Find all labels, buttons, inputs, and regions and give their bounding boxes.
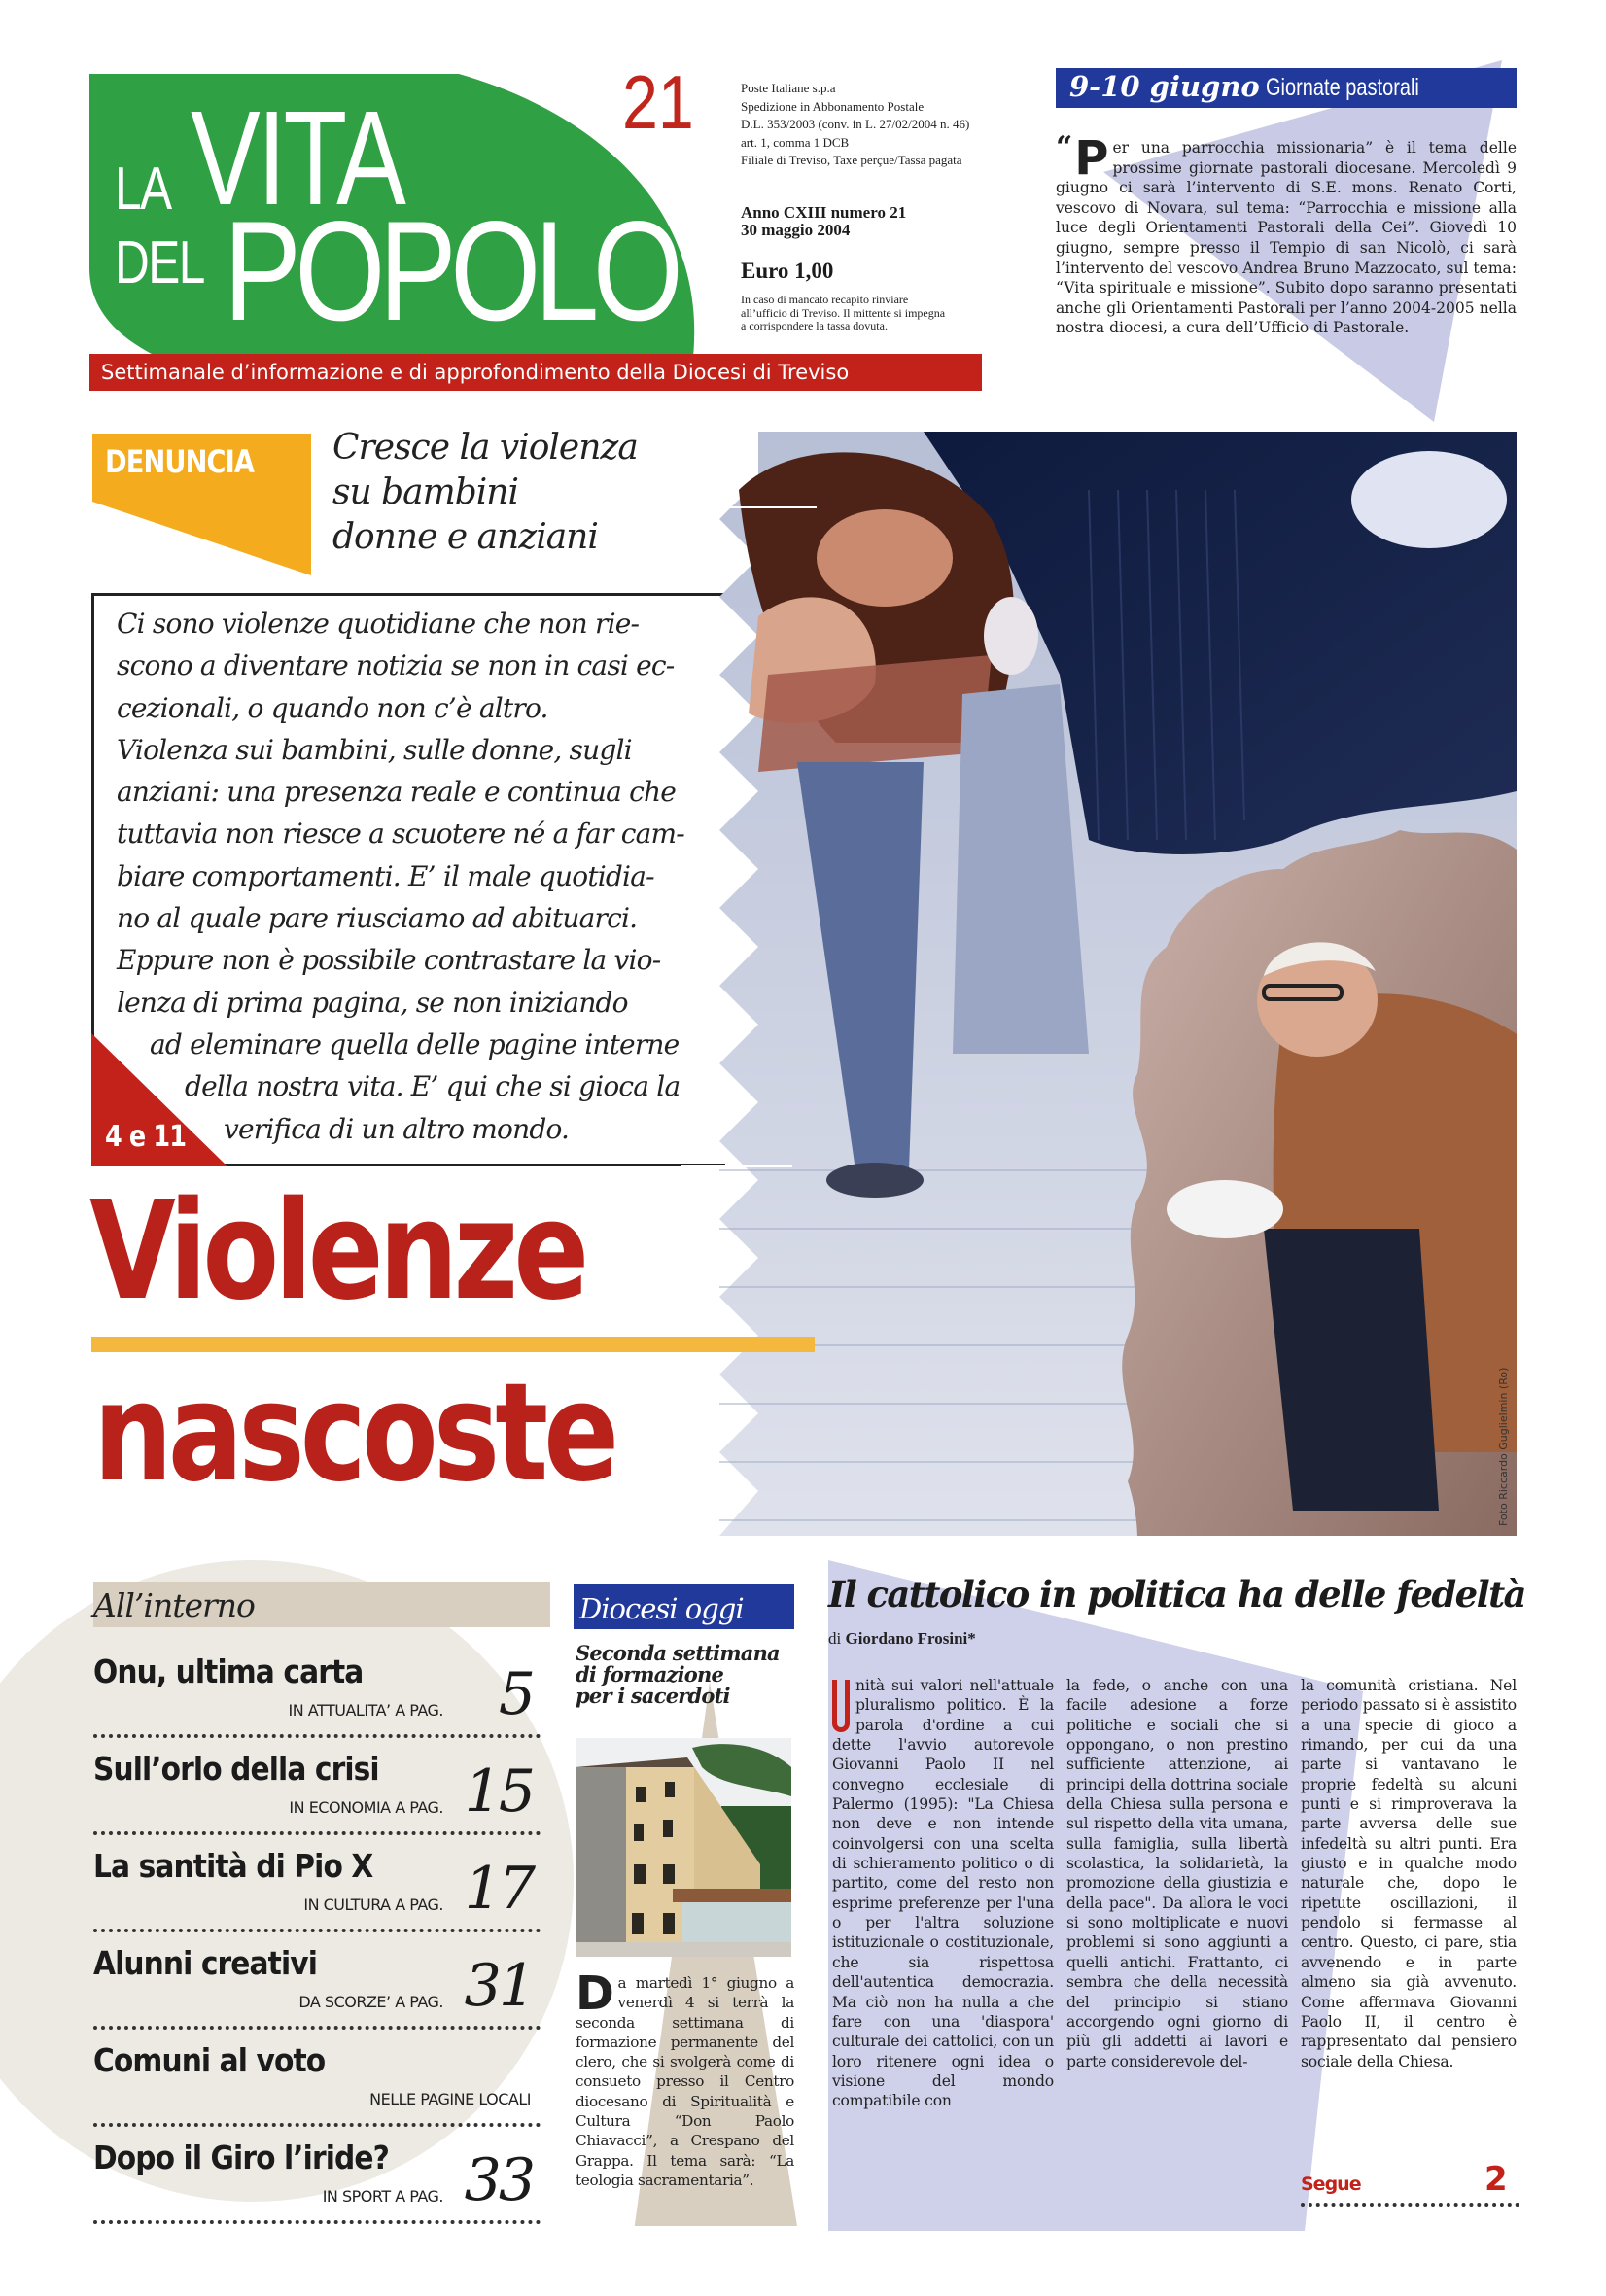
toc-title: Dopo il Giro l’iride?: [93, 2139, 389, 2176]
toc-title: Sull’orlo della crisi: [93, 1750, 379, 1788]
toc-item[interactable]: [93, 1652, 541, 1750]
toc-divider: [93, 2026, 541, 2030]
byline-prefix: di: [828, 1629, 842, 1648]
editorial-line: della nostra vita. E’ qui che si gioca la: [185, 1070, 681, 1103]
diocese-text: a martedì 1° giugno a venerdì 4 si terrà la seconda settimana di formazione permanente del clero, che si svolgerà come di consueto presso il Centro diocesano di Spiritualità e Cultura “Don Paolo Chiavacci”, a Crespano del Grappa. Il tema sarà: “La teologia sacramentaria”.: [576, 1974, 794, 2189]
editorial-line: lenza di prima pagina, se non iniziando: [117, 986, 628, 1019]
toc-item[interactable]: [93, 1750, 541, 1847]
continue-label[interactable]: Segue: [1301, 2174, 1361, 2195]
toc-section: DA SCORZE’ A PAG.: [298, 1993, 443, 2011]
issue-info: [741, 204, 1042, 239]
logo-popolo: POPOLO: [224, 191, 678, 350]
postal-line: Spedizione in Abbonamento Postale: [741, 98, 925, 114]
headline-underline: [91, 1337, 815, 1352]
toc-title: Onu, ultima carta: [93, 1652, 364, 1690]
diocese-header: Diocesi oggi: [574, 1584, 794, 1629]
photo-hand: [1351, 451, 1507, 548]
toc-page-number: 33: [464, 2146, 533, 2214]
logo-del: DEL: [115, 229, 204, 296]
dropcap-u-icon: [832, 1680, 850, 1732]
photo-old-man-trousers: [1264, 1229, 1439, 1511]
toc-divider: [93, 1831, 541, 1835]
article-text: la comunità cristiana. Nel periodo passato si è assistito a una specie di gioco a rimando, per cui da una parte si vantavano le proprie fedeltà su alcuni punti e si rimproverava la parte avversa delle sue infedeltà su altri punti. Era giusto e in qualche modo naturale che, dopo le ripetute oscillazioni, il pendolo si fermasse al centro. Questo, ci pare, stia avvenendo e in parte almeno sia già avvenuto. Come affermava Giovanni Paolo II, il centro è rappresentato dal pensiero sociale della Chiesa.: [1301, 1677, 1517, 2070]
diocese-dropcap: D: [576, 1966, 614, 2021]
editorial-line: scono a diventare notizia se non in casi ec-: [117, 649, 675, 682]
article-byline: [828, 1629, 976, 1649]
tagline-banner: Settimanale d’informazione e di approfondimento della Diocesi di Treviso: [89, 354, 982, 391]
toc-section: IN ECONOMIA A PAG.: [289, 1798, 443, 1817]
editorial-text: [117, 603, 684, 1150]
editorial-line: anziani: una presenza reale e continua che: [117, 776, 676, 809]
toc-divider: [93, 1929, 541, 1932]
return-note-line: all’ufficio di Treviso. Il mittente si impegna: [741, 305, 946, 320]
pastoral-dropcap: P: [1074, 131, 1109, 186]
denuncia-title-line: Cresce la violenza: [332, 428, 638, 468]
diocese-subtitle-line: di formazione: [576, 1662, 724, 1687]
toc-title: Comuni al voto: [93, 2041, 326, 2079]
toc-section: IN ATTUALITA’ A PAG.: [288, 1701, 443, 1720]
denuncia-title-line: su bambini: [332, 472, 519, 512]
photo-child-face: [984, 597, 1038, 675]
issue-number: 21: [622, 59, 694, 145]
toc-item[interactable]: [93, 1944, 541, 2041]
main-headline-line-1[interactable]: Violenze: [89, 1172, 585, 1331]
photo-woman-hands: [817, 509, 953, 607]
denuncia-label: DENUNCIA: [105, 443, 255, 480]
return-note-line: In caso di mancato recapito rinviare: [741, 293, 909, 306]
inside-title: All’interno: [93, 1586, 255, 1624]
diocese-building-photo[interactable]: [576, 1738, 791, 1957]
article-title[interactable]: Il cattolico in politica ha delle fedeltà: [828, 1573, 1525, 1616]
toc-item[interactable]: [93, 1847, 541, 1944]
article-column-2: [1066, 1676, 1288, 2071]
article-column-1: [832, 1676, 1054, 2111]
editorial-line: Eppure non è possibile contrastare la vio-: [117, 944, 661, 977]
editorial-line: tuttavia non riesce a scuotere né a far cam-: [117, 818, 684, 851]
toc-title: Alunni creativi: [93, 1944, 317, 1982]
pastoral-header: [1056, 68, 1517, 108]
article-author: Giordano Frosini*: [845, 1629, 976, 1648]
article-text: nità sui valori nell'attuale pluralismo politico. È la parola d'ordine a cui dette l'avvio autorevole Giovanni Paolo II nel convegno ecclesiale di Palermo (1995): "La Chiesa non deve e non intende coinvolgersi con una scelta di schieramento politico o di partito, come del resto non esprime preferenze per l'una o per l'altra soluzione istituzionale o costituzionale, che sia rispettosa dell'autentica democrazia. Ma ciò non ha nulla a che fare con una 'diaspora' culturale dei cattolici, con un loro ritenere ogni idea o visione del mondo compatibile con: [832, 1677, 1054, 2110]
denuncia-title-line: donne e anziani: [332, 517, 598, 557]
toc-divider: [93, 2220, 541, 2224]
toc-title: La santità di Pio X: [93, 1847, 373, 1885]
editorial-line: Violenza sui bambini, sulle donne, sugli: [117, 733, 632, 766]
diocese-article: [576, 1966, 794, 2190]
toc-divider: [93, 2123, 541, 2127]
return-note: [741, 294, 1052, 333]
editorial-line: biare comportamenti. E’ il male quotidia-: [117, 859, 654, 892]
editorial-line: verifica di un altro mondo.: [224, 1112, 570, 1145]
continue-divider: [1301, 2203, 1519, 2207]
postal-line: art. 1, comma 1 DCB: [741, 134, 850, 150]
pastoral-article: [1056, 130, 1517, 338]
quote-mark-icon: “: [1056, 130, 1073, 164]
postal-line: D.L. 353/2003 (conv. in L. 27/02/2004 n. 46): [741, 117, 970, 131]
cover-photo-collage[interactable]: [681, 432, 1517, 1536]
photo-woman-top: [758, 655, 992, 772]
issue-date: 30 maggio 2004: [741, 221, 851, 239]
toc-page-number: 5: [498, 1660, 533, 1728]
logo-vita: VITA: [191, 84, 403, 233]
toc-divider: [93, 1734, 541, 1738]
article-text: la fede, o anche con una facile adesione a forze politiche e sociali che si oppongano, o non prestino sufficiente attenzione, ai principi della dottrina sociale della Chiesa sulla persona e sul rispetto della vita umana, sulla famiglia, sulla libertà scolastica, la solidarietà, la promozione della giustizia e della pace". Da allora le voci si sono moltiplicate e nuovi problemi si sono aggiunti a quelli antichi. Frattanto, ci sembra che della necessità del principio si stiano accorgendo ogni giorno di più gli addetti ai lavori e parte considerevole del-: [1066, 1677, 1288, 2070]
postal-info: [741, 80, 1042, 170]
return-note-line: a corrispondere la tassa dovuta.: [741, 319, 888, 332]
editorial-line: cezionali, o quando non c’è altro.: [117, 691, 548, 724]
continue-page-number[interactable]: 2: [1484, 2160, 1508, 2199]
issue-year: Anno CXIII numero 21: [741, 203, 907, 222]
toc-section: NELLE PAGINE LOCALI: [369, 2090, 531, 2108]
toc-page-number: 17: [464, 1855, 533, 1923]
toc-page-number: 31: [464, 1952, 533, 2020]
logo-la: LA: [115, 156, 171, 223]
pastoral-text: er una parrocchia missionaria” è il tema delle prossime giornate pastorali diocesane. Mercoledì 9 giugno ci sarà l’intervento di S.E. mons. Renato Corti, vescovo di Novara, sul tema: “Parrocchia e missione alla luce degli Orientamenti Pastorali della Cei”. Giovedì 10 giugno, sempre presso il Tempio di san Nicolò, ci sarà l’intervento del vescovo Andrea Bruno Mazzocato, sul tema: “Vita spirituale e missione”. Subito dopo saranno presentati anche gli Orientamenti Pastorali per l’anno 2004-2005 nella nostra diocesi, a cura dell’Ufficio di Pastorale.: [1056, 139, 1517, 337]
diocese-subtitle[interactable]: [576, 1643, 799, 1707]
photo-old-man-bag: [1167, 1180, 1283, 1238]
postal-line: Poste Italiane s.p.a: [741, 81, 836, 95]
toc-page-number: 15: [464, 1757, 533, 1826]
editorial-line: Ci sono violenze quotidiane che non rie-: [117, 608, 640, 640]
diocese-subtitle-line: Seconda settimana: [576, 1641, 780, 1665]
toc-section: IN CULTURA A PAG.: [303, 1896, 443, 1914]
postal-line: Filiale di Treviso, Taxe perçue/Tassa pagata: [741, 153, 962, 167]
editorial-line: ad eleminare quella delle pagine interne: [150, 1027, 680, 1061]
editorial-line: no al quale pare riusciamo ad abituarci.: [117, 902, 638, 935]
toc-section: IN SPORT A PAG.: [322, 2187, 443, 2206]
main-headline-line-2[interactable]: nascoste: [93, 1354, 615, 1513]
price: Euro 1,00: [741, 259, 834, 283]
pastoral-date: 9-10 giugno: [1069, 70, 1260, 103]
toc-item[interactable]: [93, 2139, 541, 2236]
photo-woman-shoe: [826, 1163, 924, 1198]
article-column-3: [1301, 1676, 1517, 2071]
photo-credit: Foto Riccardo Guglielmin (Ro): [1497, 1367, 1510, 1526]
pages-reference[interactable]: 4 e 11: [105, 1120, 187, 1154]
pastoral-topic: Giornate pastorali: [1266, 74, 1419, 101]
diocese-subtitle-line: per i sacerdoti: [576, 1684, 730, 1708]
denuncia-title[interactable]: [332, 426, 692, 560]
toc-item[interactable]: [93, 2041, 541, 2139]
